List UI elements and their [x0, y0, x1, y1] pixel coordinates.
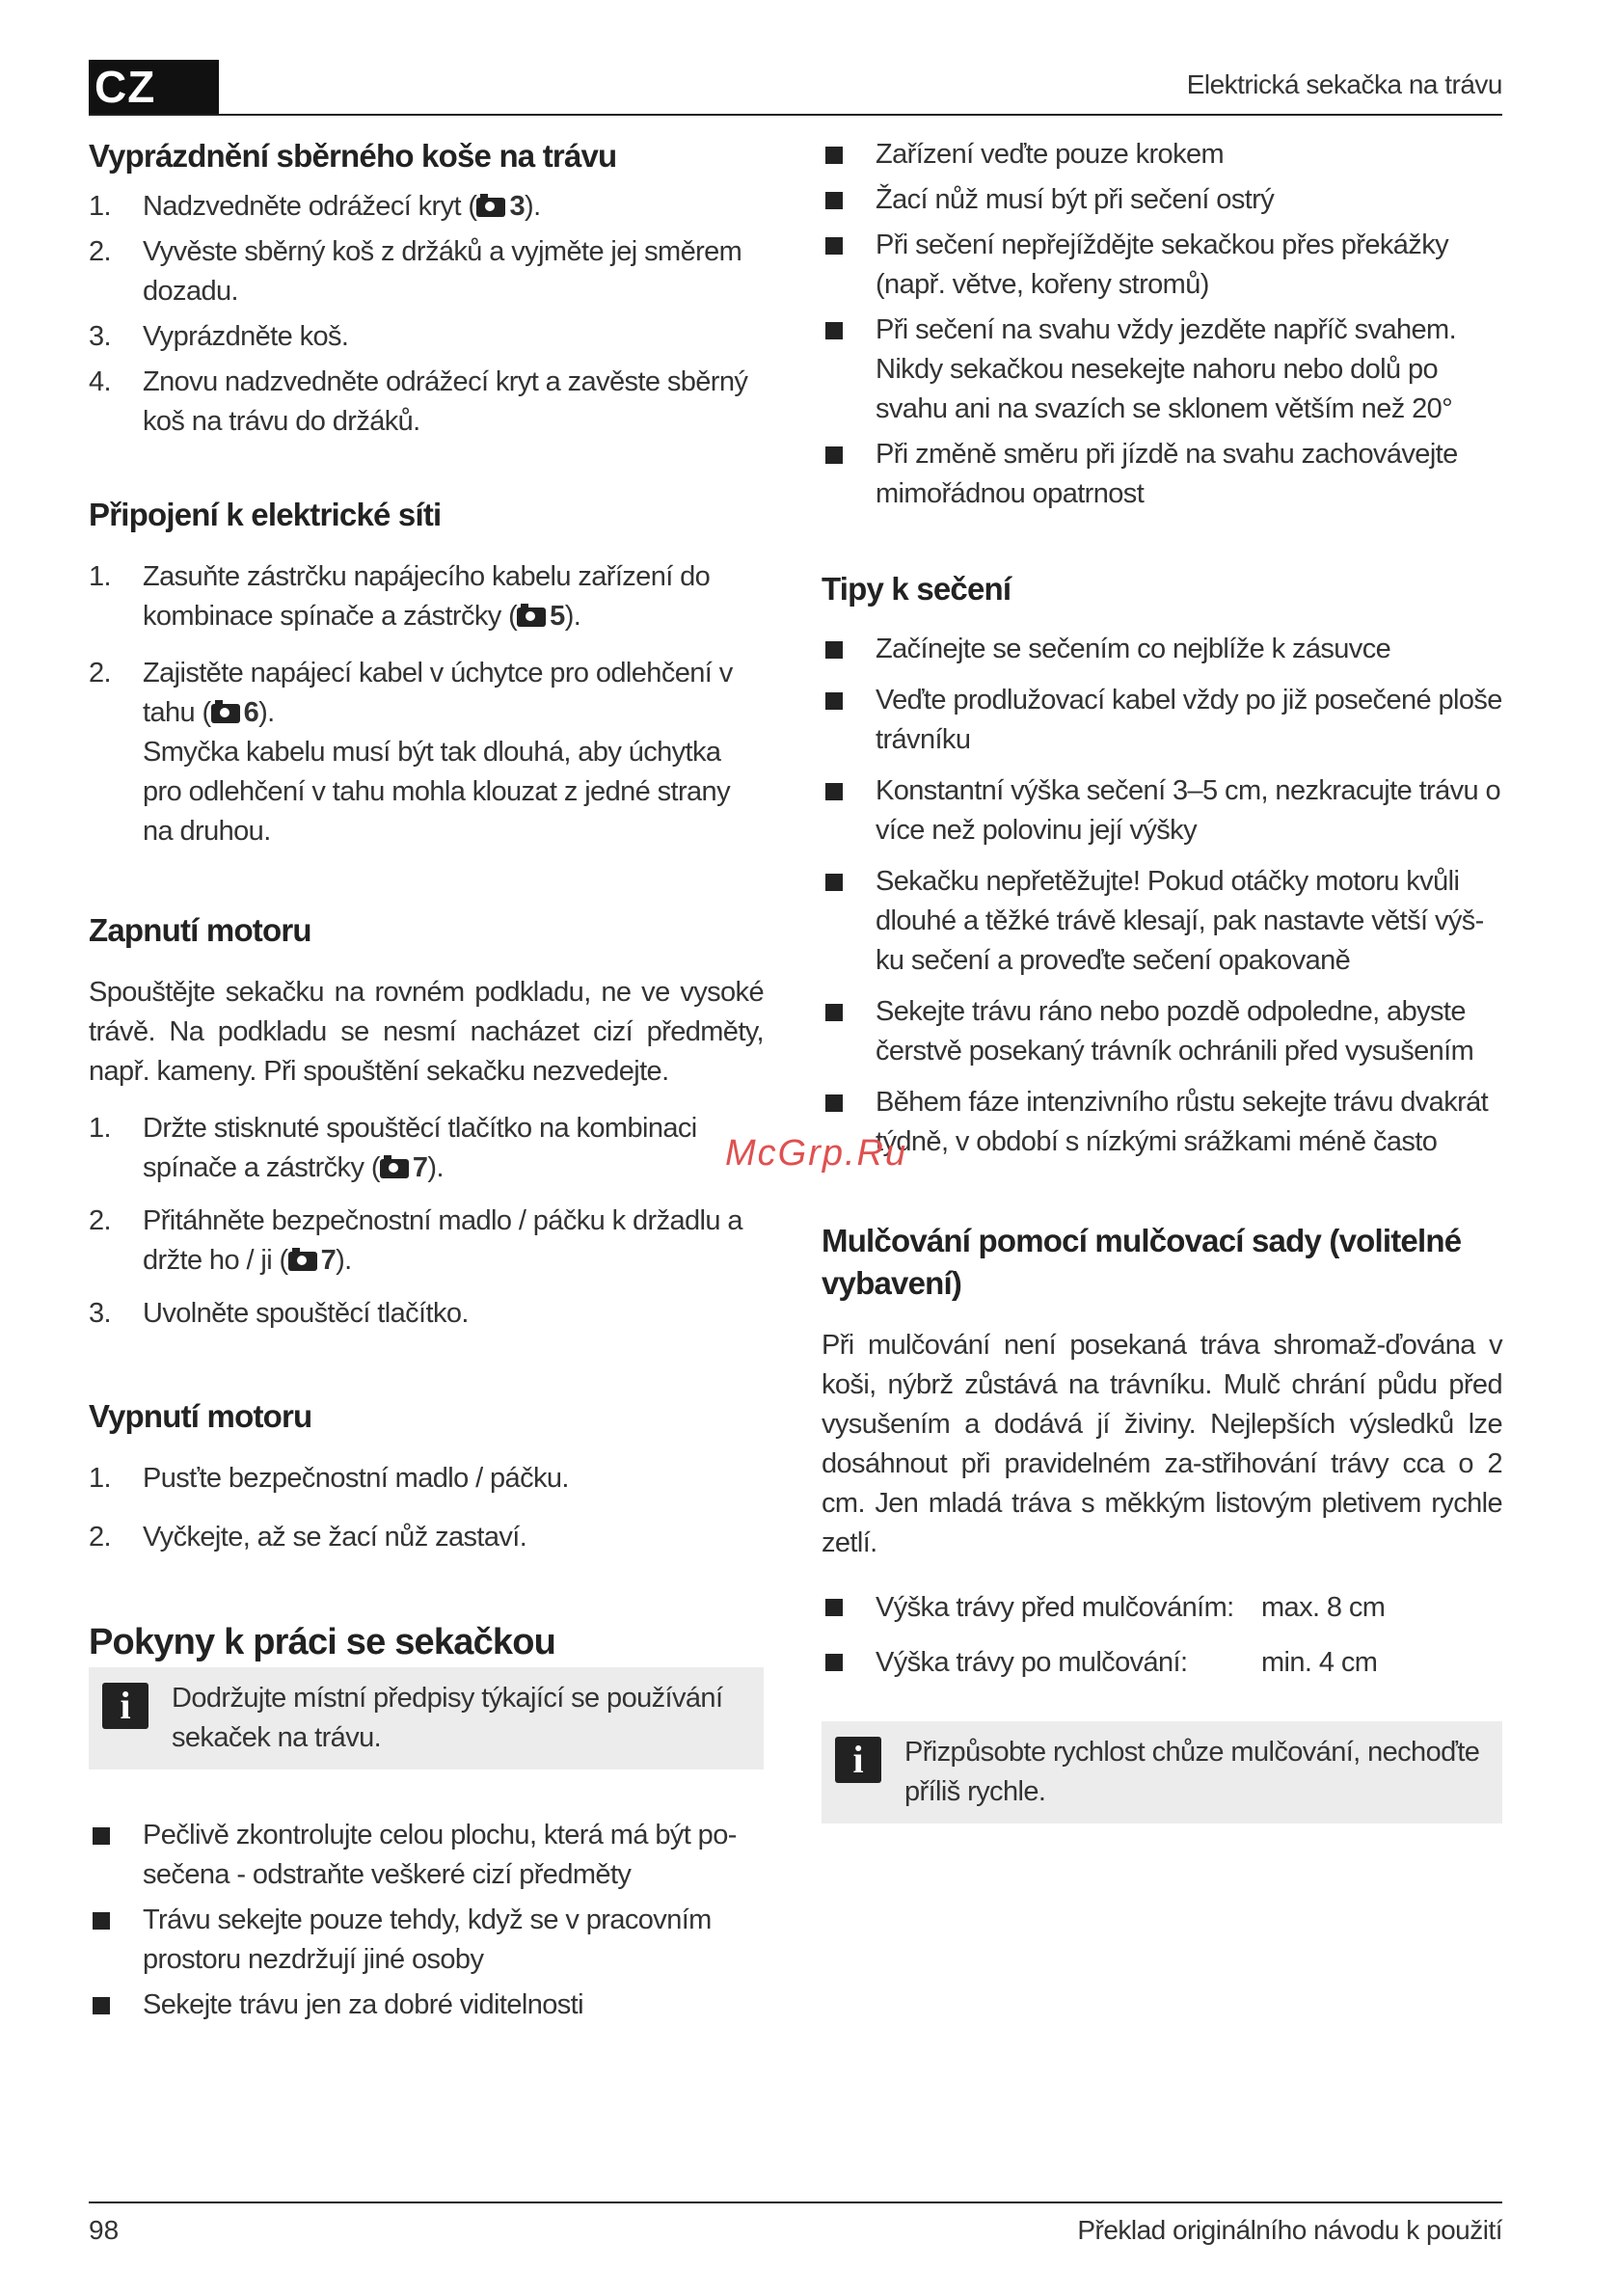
bullet-text: Začínejte se sečením co nejblíže k zásuvce [876, 634, 1391, 664]
page-header [89, 60, 1502, 116]
camera-icon [288, 1252, 317, 1271]
bullet-square-icon [825, 1094, 843, 1112]
list-item [89, 1518, 764, 1557]
info-notice [822, 1721, 1502, 1823]
spec-value: max. 8 cm [1261, 1592, 1386, 1623]
bullet-square-icon [825, 192, 843, 209]
language-badge: CZ [89, 60, 219, 114]
list-item [822, 681, 1502, 760]
list-item [822, 771, 1502, 851]
steps-list [89, 187, 764, 442]
step-text: Nadzvedněte odrážecí kryt ( [143, 191, 477, 222]
list-item [822, 180, 1502, 220]
figure-ref: 5 [550, 601, 565, 632]
bullet-text: Při změně směru při jízdě na svahu zachovávejte mimořádnou opatrnost [876, 439, 1458, 509]
bullet-list [822, 135, 1502, 514]
figure-ref: 7 [412, 1152, 428, 1183]
bullet-square-icon [93, 1912, 110, 1930]
table-row [822, 1588, 1385, 1643]
step-number: 1. [89, 1113, 111, 1144]
list-item [822, 630, 1502, 669]
list-item [822, 435, 1502, 514]
running-title: Elektrická sekačka na trávu [1186, 69, 1502, 99]
spec-label: Výška trávy před mulčováním: [876, 1592, 1234, 1623]
spec-label: Výška trávy po mulčování: [876, 1647, 1188, 1678]
bullet-text: Během fáze intenzivního růstu sekejte trávu dvakrát týdně, v období s nízkými srážkami méně často [876, 1087, 1489, 1157]
step-text: Přitáhněte bezpečnostní madlo / páčku k držadlu a držte ho / ji ( [143, 1205, 742, 1276]
bullet-square-icon [825, 237, 843, 255]
bullet-text: Veďte prodlužovací kabel vždy po již posečené ploše trávníku [876, 685, 1502, 755]
figure-ref: 6 [243, 697, 259, 728]
camera-icon [476, 198, 505, 217]
step-text: Zasuňte zástrčku napájecího kabelu zařízení do kombinace spínače a zástrčky ( [143, 561, 711, 632]
step-note: Smyčka kabelu musí být tak dlouhá, aby úchytka pro odlehčení v tahu mohla klouzat z jedné strany na druhou. [143, 737, 730, 847]
list-item [89, 232, 764, 311]
camera-icon [211, 704, 240, 723]
right-column [822, 135, 1502, 1823]
bullet-square-icon [825, 446, 843, 464]
step-number: 4. [89, 366, 111, 397]
bullet-square-icon [93, 1827, 110, 1845]
list-item [822, 135, 1502, 175]
section-mains-connection [89, 494, 764, 851]
list-item [89, 1202, 764, 1281]
step-number: 1. [89, 1463, 111, 1494]
bullet-square-icon [825, 874, 843, 891]
bullet-square-icon [825, 1654, 843, 1671]
step-text: Vyčkejte, až se žací nůž zastaví. [143, 1522, 527, 1553]
step-number: 3. [89, 321, 111, 352]
step-text: Vyprázdněte koš. [143, 321, 349, 352]
section-mowing-tips [822, 568, 1502, 1162]
steps-list [89, 557, 764, 851]
bullet-text: Konstantní výška sečení 3–5 cm, nezkracujte trávu o více než polovinu její výšky [876, 775, 1501, 846]
list-item [822, 311, 1502, 429]
bullet-text: Zařízení veďte pouze krokem [876, 139, 1225, 170]
bullet-square-icon [825, 641, 843, 659]
section-title: Pokyny k práci se sekačkou [89, 1622, 556, 1662]
figure-ref: 7 [320, 1245, 337, 1276]
spec-value: min. 4 cm [1261, 1647, 1378, 1678]
bullet-square-icon [825, 322, 843, 339]
list-item [89, 1816, 764, 1895]
section-stop-motor [89, 1395, 764, 1557]
section-intro: Při mulčování není posekaná tráva shromaž-ďována v koši, nýbrž zůstává na trávníku. Mulč chrání půdu před vysušením a dodává jí živiny. Nejlepších výsledků lze dosáhnout při pravidelném za-střihování trávy cca o 2 cm. Jen mladá tráva s měkkým listovým pletivem rychle zetlí. [822, 1330, 1502, 1558]
section-mower-instructions [89, 1621, 764, 2025]
step-number: 2. [89, 236, 111, 267]
notice-text: Přizpůsobte rychlost chůze mulčování, nechoďte příliš rychle. [904, 1737, 1480, 1807]
step-text-after: ). [564, 601, 581, 632]
bullet-list [822, 630, 1502, 1162]
spec-table [822, 1588, 1385, 1683]
list-item [89, 1109, 764, 1188]
list-item [822, 862, 1502, 981]
notice-text: Dodržujte místní předpisy týkající se používání sekaček na trávu. [172, 1683, 723, 1753]
steps-list [89, 1109, 764, 1334]
list-item [822, 992, 1502, 1071]
list-item [89, 1901, 764, 1980]
list-item [89, 557, 764, 636]
list-item [89, 363, 764, 442]
page-number: 98 [89, 2215, 120, 2245]
list-item [89, 654, 764, 851]
section-title: Připojení k elektrické síti [89, 497, 442, 532]
step-number: 3. [89, 1298, 111, 1329]
section-mulching [822, 1220, 1502, 1823]
bullet-text: Pečlivě zkontrolujte celou plochu, která má být po-sečena - odstraňte veškeré cizí předměty [143, 1820, 737, 1890]
bullet-text: Trávu sekejte pouze tehdy, když se v pracovním prostoru nezdržují jiné osoby [143, 1904, 712, 1975]
table-row [822, 1643, 1385, 1683]
list-item [822, 226, 1502, 305]
bullet-square-icon [93, 1997, 110, 2014]
step-text-after: ). [258, 697, 275, 728]
bullet-cell [822, 1643, 876, 1683]
list-item [89, 317, 764, 357]
step-text: Zajistěte napájecí kabel v úchytce pro odlehčení v tahu ( [143, 658, 733, 728]
list-item [89, 1294, 764, 1334]
bullet-square-icon [825, 1004, 843, 1021]
step-number: 2. [89, 658, 111, 689]
list-item [89, 187, 764, 227]
bullet-square-icon [825, 692, 843, 710]
step-text-after: ). [336, 1245, 352, 1276]
watermark: McGrp.Ru [725, 1133, 908, 1174]
step-number: 1. [89, 561, 111, 592]
bullet-text: Při sečení nepřejíždějte sekačkou přes překážky (např. větve, kořeny stromů) [876, 230, 1448, 300]
step-text: Držte stisknuté spouštěcí tlačítko na kombinaci spínače a zástrčky ( [143, 1113, 697, 1183]
left-column [89, 135, 764, 2031]
section-title: Vyprázdnění sběrného koše na trávu [89, 138, 617, 174]
camera-icon [517, 608, 546, 627]
section-empty-basket [89, 135, 764, 442]
step-number: 2. [89, 1522, 111, 1553]
step-number: 1. [89, 191, 111, 222]
bullet-cell [822, 1588, 876, 1643]
bullet-text: Žací nůž musí být při sečení ostrý [876, 184, 1275, 215]
step-text: Pusťte bezpečnostní madlo / páčku. [143, 1463, 569, 1494]
list-item [89, 1985, 764, 2025]
section-title: Mulčování pomocí mulčovací sady (volitelné vybavení) [822, 1223, 1462, 1301]
section-title: Vypnutí motoru [89, 1398, 312, 1434]
section-intro: Spouštějte sekačku na rovném podkladu, ne ve vysoké trávě. Na podkladu se nesmí nacházet cizí předměty, např. kameny. Při spouštění sekačku nezvedejte. [89, 977, 764, 1087]
info-notice [89, 1667, 764, 1769]
bullet-text: Při sečení na svahu vždy jezděte napříč svahem. Nikdy sekačkou nesekejte nahoru nebo dolů po svahu ani na svazích se sklonem větším než 20° [876, 314, 1457, 424]
figure-ref: 3 [509, 191, 526, 222]
step-text-after: ). [525, 191, 541, 222]
step-text: Vyvěste sběrný koš z držáků a vyjměte jej směrem dozadu. [143, 236, 742, 307]
section-title: Zapnutí motoru [89, 912, 311, 948]
bullet-square-icon [825, 1599, 843, 1616]
step-text-after: ). [427, 1152, 444, 1183]
step-text: Uvolněte spouštěcí tlačítko. [143, 1298, 469, 1329]
bullet-text: Sekejte trávu ráno nebo pozdě odpoledne, abyste čerstvě posekaný trávník ochránili před vysušením [876, 996, 1474, 1067]
info-icon: i [102, 1683, 148, 1729]
camera-icon [380, 1159, 409, 1178]
list-item [89, 1459, 764, 1499]
bullet-text: Sekejte trávu jen za dobré viditelnosti [143, 1989, 583, 2020]
section-title: Tipy k sečení [822, 571, 1011, 607]
bullet-list [89, 1816, 764, 2025]
bullet-text: Sekačku nepřetěžujte! Pokud otáčky motoru kvůli dlouhé a těžké trávě klesají, pak nastavte větší výš-ku sečení a proveďte sečení opakovaně [876, 866, 1484, 976]
info-icon: i [835, 1737, 881, 1783]
section-start-motor [89, 909, 764, 1334]
list-item [822, 1083, 1502, 1162]
bullet-square-icon [825, 783, 843, 800]
page-footer [89, 2201, 1502, 2245]
bullet-square-icon [825, 147, 843, 164]
step-text: Znovu nadzvedněte odrážecí kryt a zavěste sběrný koš na trávu do držáků. [143, 366, 748, 437]
footer-text: Překlad originálního návodu k použití [1077, 2215, 1502, 2245]
step-number: 2. [89, 1205, 111, 1236]
steps-list [89, 1459, 764, 1557]
